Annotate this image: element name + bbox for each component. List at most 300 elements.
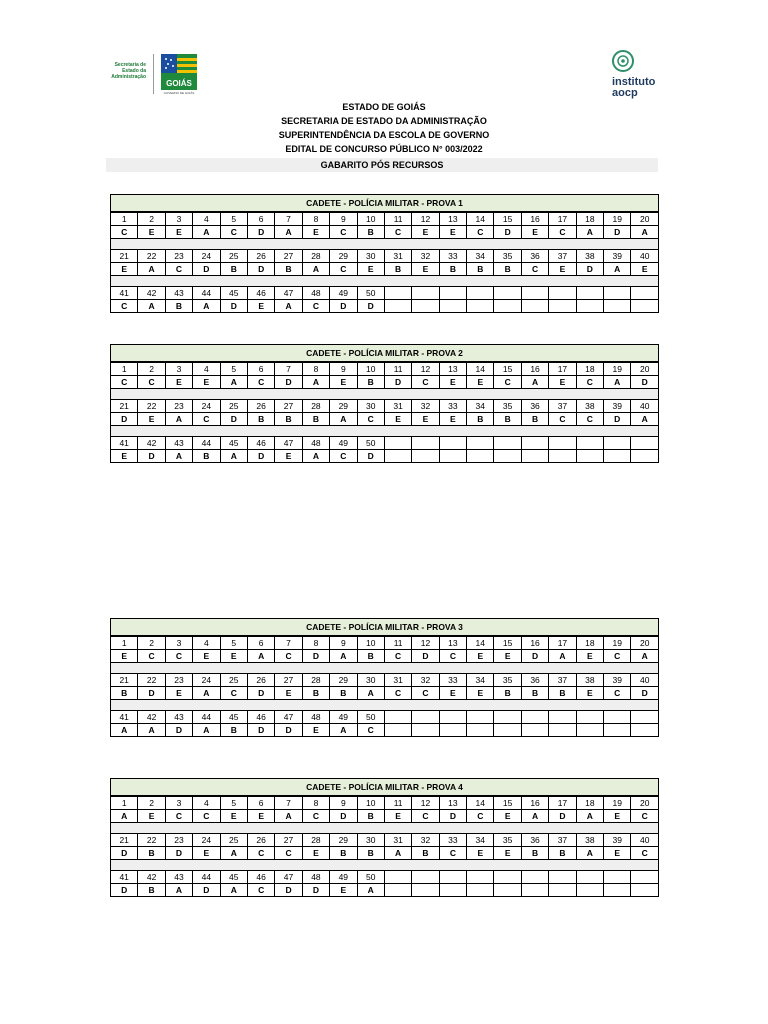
answer-letter: D: [247, 263, 274, 276]
question-number: 32: [412, 674, 439, 687]
answer-letter: C: [604, 687, 631, 700]
answer-row: [111, 226, 659, 239]
answer-letter: C: [631, 810, 659, 823]
answer-letter: C: [247, 884, 274, 897]
question-number: 10: [357, 797, 384, 810]
question-number: 7: [275, 363, 302, 376]
answer-letter: D: [275, 884, 302, 897]
answer-letter: A: [384, 847, 411, 860]
question-number: 26: [247, 674, 274, 687]
answer-letter: C: [138, 650, 165, 663]
question-number: 47: [275, 287, 302, 300]
answer-letter: B: [357, 376, 384, 389]
answer-letter: A: [275, 810, 302, 823]
question-number: 23: [165, 834, 192, 847]
answer-letter: [494, 450, 521, 463]
question-number: [494, 437, 521, 450]
question-number: 1: [111, 637, 138, 650]
answer-letter: E: [439, 687, 466, 700]
answer-letter: D: [165, 724, 192, 737]
answer-letter: B: [357, 847, 384, 860]
answer-letter: C: [247, 376, 274, 389]
answer-letter: [521, 300, 548, 313]
question-number: [439, 711, 466, 724]
answer-table: [110, 673, 659, 700]
question-number: 38: [576, 400, 603, 413]
answer-letter: [467, 884, 494, 897]
answer-row: [111, 884, 659, 897]
question-number: 29: [330, 674, 357, 687]
question-number: 18: [576, 797, 603, 810]
answer-letter: A: [330, 650, 357, 663]
answer-letter: C: [357, 724, 384, 737]
question-number: 47: [275, 437, 302, 450]
answer-letter: E: [220, 810, 247, 823]
question-number: [631, 871, 659, 884]
question-number: [384, 287, 411, 300]
question-number: 24: [193, 400, 220, 413]
question-number: 5: [220, 637, 247, 650]
answer-row: [111, 413, 659, 426]
question-number: 14: [467, 637, 494, 650]
question-number: [384, 711, 411, 724]
answer-letter: E: [302, 724, 329, 737]
answer-letter: C: [220, 226, 247, 239]
question-number: 42: [138, 871, 165, 884]
answer-letter: C: [330, 263, 357, 276]
question-number: [439, 437, 466, 450]
question-number: 35: [494, 400, 521, 413]
question-number: 17: [549, 213, 576, 226]
answer-table: [110, 399, 659, 426]
question-number: [521, 711, 548, 724]
question-number: 5: [220, 363, 247, 376]
answer-letter: E: [275, 687, 302, 700]
answer-letter: A: [330, 413, 357, 426]
question-number: 40: [631, 400, 659, 413]
answer-letter: E: [193, 847, 220, 860]
question-number: 7: [275, 797, 302, 810]
answer-letter: B: [412, 847, 439, 860]
question-number: [604, 437, 631, 450]
answer-letter: A: [111, 810, 138, 823]
answer-letter: E: [467, 687, 494, 700]
answer-letter: C: [439, 650, 466, 663]
answer-letter: B: [357, 650, 384, 663]
question-number: 10: [357, 213, 384, 226]
question-number: 29: [330, 400, 357, 413]
question-number: 13: [439, 363, 466, 376]
answer-letter: [467, 450, 494, 463]
question-number: 39: [604, 674, 631, 687]
question-number: 31: [384, 674, 411, 687]
question-number: 4: [193, 797, 220, 810]
answer-letter: D: [521, 650, 548, 663]
question-number: 21: [111, 674, 138, 687]
question-number: 19: [604, 797, 631, 810]
question-number: 26: [247, 400, 274, 413]
answer-letter: B: [549, 687, 576, 700]
answer-letter: E: [494, 847, 521, 860]
question-number: 6: [247, 213, 274, 226]
answer-row: [111, 847, 659, 860]
answer-letter: C: [549, 413, 576, 426]
answer-letter: E: [302, 226, 329, 239]
question-number: 12: [412, 797, 439, 810]
question-number: [412, 437, 439, 450]
answer-letter: D: [384, 376, 411, 389]
answer-letter: C: [302, 300, 329, 313]
answer-letter: D: [302, 650, 329, 663]
answer-letter: [412, 884, 439, 897]
instituto-aocp-logo: [608, 48, 664, 100]
answer-letter: E: [467, 376, 494, 389]
question-number: 14: [467, 213, 494, 226]
answer-letter: [631, 450, 659, 463]
question-number: 34: [467, 250, 494, 263]
answer-letter: A: [220, 884, 247, 897]
question-number: 10: [357, 637, 384, 650]
answer-letter: E: [165, 687, 192, 700]
answer-letter: A: [220, 450, 247, 463]
question-number: 37: [549, 250, 576, 263]
answer-letter: B: [521, 413, 548, 426]
answer-letter: E: [165, 376, 192, 389]
question-number: 9: [330, 363, 357, 376]
question-number: 30: [357, 834, 384, 847]
question-number: 44: [193, 287, 220, 300]
question-number: 22: [138, 400, 165, 413]
answer-letter: E: [631, 263, 659, 276]
question-number: 40: [631, 250, 659, 263]
prova-title: CADETE - POLÍCIA MILITAR - PROVA 1: [110, 194, 659, 212]
question-number: 38: [576, 834, 603, 847]
question-number-row: [111, 437, 659, 450]
answer-letter: E: [330, 376, 357, 389]
question-number: [494, 287, 521, 300]
answer-letter: C: [247, 847, 274, 860]
question-number: 12: [412, 637, 439, 650]
answer-letter: D: [111, 847, 138, 860]
question-number: 19: [604, 213, 631, 226]
answer-letter: C: [165, 650, 192, 663]
answer-letter: E: [384, 810, 411, 823]
answer-letter: C: [111, 300, 138, 313]
aocp-mark-icon: [612, 50, 634, 72]
answer-letter: E: [193, 650, 220, 663]
question-number: 30: [357, 250, 384, 263]
answer-letter: B: [494, 263, 521, 276]
aocp-line1: instituto: [612, 76, 656, 88]
answer-letter: B: [330, 687, 357, 700]
answer-letter: E: [549, 263, 576, 276]
answer-letter: C: [412, 687, 439, 700]
answer-letter: [412, 450, 439, 463]
question-number: 37: [549, 674, 576, 687]
logo-divider: [153, 54, 154, 94]
question-number: 7: [275, 213, 302, 226]
row-spacer: [110, 823, 659, 833]
question-number: 16: [521, 363, 548, 376]
question-number: 21: [111, 834, 138, 847]
answer-letter: [576, 450, 603, 463]
question-number: 27: [275, 674, 302, 687]
answer-letter: A: [576, 810, 603, 823]
question-number: 38: [576, 250, 603, 263]
question-number: 20: [631, 797, 659, 810]
answer-letter: D: [330, 300, 357, 313]
answer-letter: D: [111, 413, 138, 426]
question-number: 39: [604, 400, 631, 413]
answer-letter: [549, 884, 576, 897]
answer-letter: [384, 724, 411, 737]
answer-letter: E: [247, 810, 274, 823]
question-number: 41: [111, 871, 138, 884]
header-line: EDITAL DE CONCURSO PÚBLICO N° 003/2022: [285, 144, 483, 154]
question-number: 8: [302, 213, 329, 226]
question-number: 27: [275, 400, 302, 413]
question-number: 39: [604, 250, 631, 263]
answer-table: [110, 212, 659, 239]
question-number: [521, 871, 548, 884]
question-number: 39: [604, 834, 631, 847]
question-number: 49: [330, 711, 357, 724]
answer-letter: [521, 884, 548, 897]
answer-letter: C: [220, 687, 247, 700]
question-number: 49: [330, 437, 357, 450]
answer-letter: [384, 450, 411, 463]
answer-letter: D: [357, 300, 384, 313]
question-number: 3: [165, 637, 192, 650]
answer-letter: E: [494, 650, 521, 663]
answer-letter: D: [412, 650, 439, 663]
answer-letter: B: [275, 413, 302, 426]
prova-block: [110, 194, 659, 313]
question-number: 36: [521, 400, 548, 413]
header-line: ESTADO DE GOIÁS: [342, 102, 426, 112]
question-number: 17: [549, 797, 576, 810]
answer-letter: E: [220, 650, 247, 663]
question-number: [412, 711, 439, 724]
goias-brand: GOIÁS: [166, 79, 192, 88]
answer-letter: A: [193, 687, 220, 700]
question-number: 20: [631, 637, 659, 650]
question-number: [604, 871, 631, 884]
answer-letter: D: [247, 450, 274, 463]
answer-letter: E: [549, 376, 576, 389]
question-number: 9: [330, 797, 357, 810]
secretaria-label: [110, 62, 146, 80]
question-number: [576, 871, 603, 884]
answer-letter: C: [549, 226, 576, 239]
question-number: 31: [384, 250, 411, 263]
question-number: [412, 287, 439, 300]
question-number: 36: [521, 674, 548, 687]
question-number: 50: [357, 711, 384, 724]
question-number: 6: [247, 637, 274, 650]
question-number: [521, 437, 548, 450]
answer-letter: A: [604, 263, 631, 276]
question-number: 9: [330, 213, 357, 226]
question-number: 29: [330, 250, 357, 263]
answer-letter: B: [330, 847, 357, 860]
secretaria-line: Secretaria de: [114, 62, 146, 68]
answer-letter: D: [275, 376, 302, 389]
question-number: 27: [275, 834, 302, 847]
question-number: 23: [165, 400, 192, 413]
question-number: 1: [111, 213, 138, 226]
question-number: 30: [357, 674, 384, 687]
answer-letter: A: [165, 450, 192, 463]
answer-row: [111, 300, 659, 313]
answer-letter: B: [220, 263, 247, 276]
answer-letter: D: [275, 724, 302, 737]
prova-title: CADETE - POLÍCIA MILITAR - PROVA 4: [110, 778, 659, 796]
answer-table: [110, 436, 659, 463]
question-number: 2: [138, 363, 165, 376]
question-number: 17: [549, 363, 576, 376]
answer-letter: B: [494, 413, 521, 426]
answer-letter: [494, 300, 521, 313]
question-number: 48: [302, 437, 329, 450]
answer-letter: A: [138, 300, 165, 313]
answer-letter: B: [302, 413, 329, 426]
question-number: 34: [467, 400, 494, 413]
prova-block: [110, 344, 659, 463]
answer-letter: C: [275, 847, 302, 860]
question-number: 4: [193, 363, 220, 376]
answer-letter: D: [330, 810, 357, 823]
question-number-row: [111, 711, 659, 724]
question-number: 25: [220, 834, 247, 847]
question-number: 2: [138, 637, 165, 650]
answer-letter: C: [138, 376, 165, 389]
question-number: 21: [111, 250, 138, 263]
row-spacer: [110, 426, 659, 436]
question-number: 40: [631, 674, 659, 687]
answer-letter: E: [138, 226, 165, 239]
answer-letter: [494, 884, 521, 897]
answer-letter: C: [275, 650, 302, 663]
question-number: 11: [384, 797, 411, 810]
question-number: 48: [302, 287, 329, 300]
answer-letter: B: [521, 847, 548, 860]
answer-letter: A: [576, 226, 603, 239]
answer-letter: D: [494, 226, 521, 239]
answer-letter: C: [384, 226, 411, 239]
question-number: 7: [275, 637, 302, 650]
answer-letter: D: [302, 884, 329, 897]
question-number: 48: [302, 711, 329, 724]
answer-letter: E: [439, 413, 466, 426]
question-number: 16: [521, 213, 548, 226]
question-number: 40: [631, 834, 659, 847]
question-number-row: [111, 213, 659, 226]
answer-letter: E: [412, 413, 439, 426]
answer-letter: C: [576, 413, 603, 426]
answer-letter: A: [521, 810, 548, 823]
answer-letter: A: [247, 650, 274, 663]
question-number: 3: [165, 797, 192, 810]
question-number: 28: [302, 400, 329, 413]
question-number-row: [111, 797, 659, 810]
question-number: 1: [111, 797, 138, 810]
answer-letter: E: [357, 263, 384, 276]
answer-letter: E: [576, 650, 603, 663]
question-number: 32: [412, 834, 439, 847]
answer-letter: B: [521, 687, 548, 700]
question-number: 43: [165, 437, 192, 450]
question-number: 45: [220, 437, 247, 450]
row-spacer: [110, 276, 659, 286]
question-number-row: [111, 871, 659, 884]
question-number: 44: [193, 437, 220, 450]
answer-letter: D: [439, 810, 466, 823]
question-number: 6: [247, 797, 274, 810]
answer-letter: D: [220, 300, 247, 313]
row-spacer: [110, 389, 659, 399]
answer-letter: E: [467, 847, 494, 860]
question-number: 42: [138, 287, 165, 300]
answer-letter: E: [111, 263, 138, 276]
answer-letter: [576, 884, 603, 897]
answer-letter: A: [631, 413, 659, 426]
question-number: 32: [412, 250, 439, 263]
answer-letter: E: [138, 413, 165, 426]
question-number: [412, 871, 439, 884]
answer-letter: C: [412, 376, 439, 389]
question-number: 41: [111, 437, 138, 450]
answer-letter: C: [631, 847, 659, 860]
question-number: 15: [494, 363, 521, 376]
aocp-line2: aocp: [612, 87, 638, 99]
secretaria-line: Estado da: [122, 68, 146, 74]
question-number: 3: [165, 213, 192, 226]
question-number: 48: [302, 871, 329, 884]
question-number: 38: [576, 674, 603, 687]
question-number: [494, 711, 521, 724]
answer-letter: A: [302, 450, 329, 463]
question-number: 43: [165, 871, 192, 884]
answer-letter: D: [631, 376, 659, 389]
answer-letter: B: [549, 847, 576, 860]
question-number: 29: [330, 834, 357, 847]
question-number: 34: [467, 674, 494, 687]
question-number: 8: [302, 797, 329, 810]
question-number: 49: [330, 287, 357, 300]
answer-letter: E: [384, 413, 411, 426]
question-number: 1: [111, 363, 138, 376]
question-number: 31: [384, 834, 411, 847]
answer-letter: B: [357, 226, 384, 239]
question-number: 14: [467, 363, 494, 376]
question-number: 19: [604, 363, 631, 376]
answer-letter: [604, 884, 631, 897]
question-number: 50: [357, 871, 384, 884]
answer-letter: [631, 300, 659, 313]
question-number: 28: [302, 834, 329, 847]
row-spacer: [110, 663, 659, 673]
answer-letter: C: [576, 376, 603, 389]
answer-letter: C: [439, 847, 466, 860]
answer-row: [111, 687, 659, 700]
goias-tagline: GOVERNO DE GOIÁS: [163, 91, 195, 95]
prova-title: CADETE - POLÍCIA MILITAR - PROVA 3: [110, 618, 659, 636]
question-number: 50: [357, 437, 384, 450]
answer-letter: E: [439, 376, 466, 389]
secretaria-line: Administração: [111, 74, 146, 80]
prova-block: [110, 618, 659, 737]
